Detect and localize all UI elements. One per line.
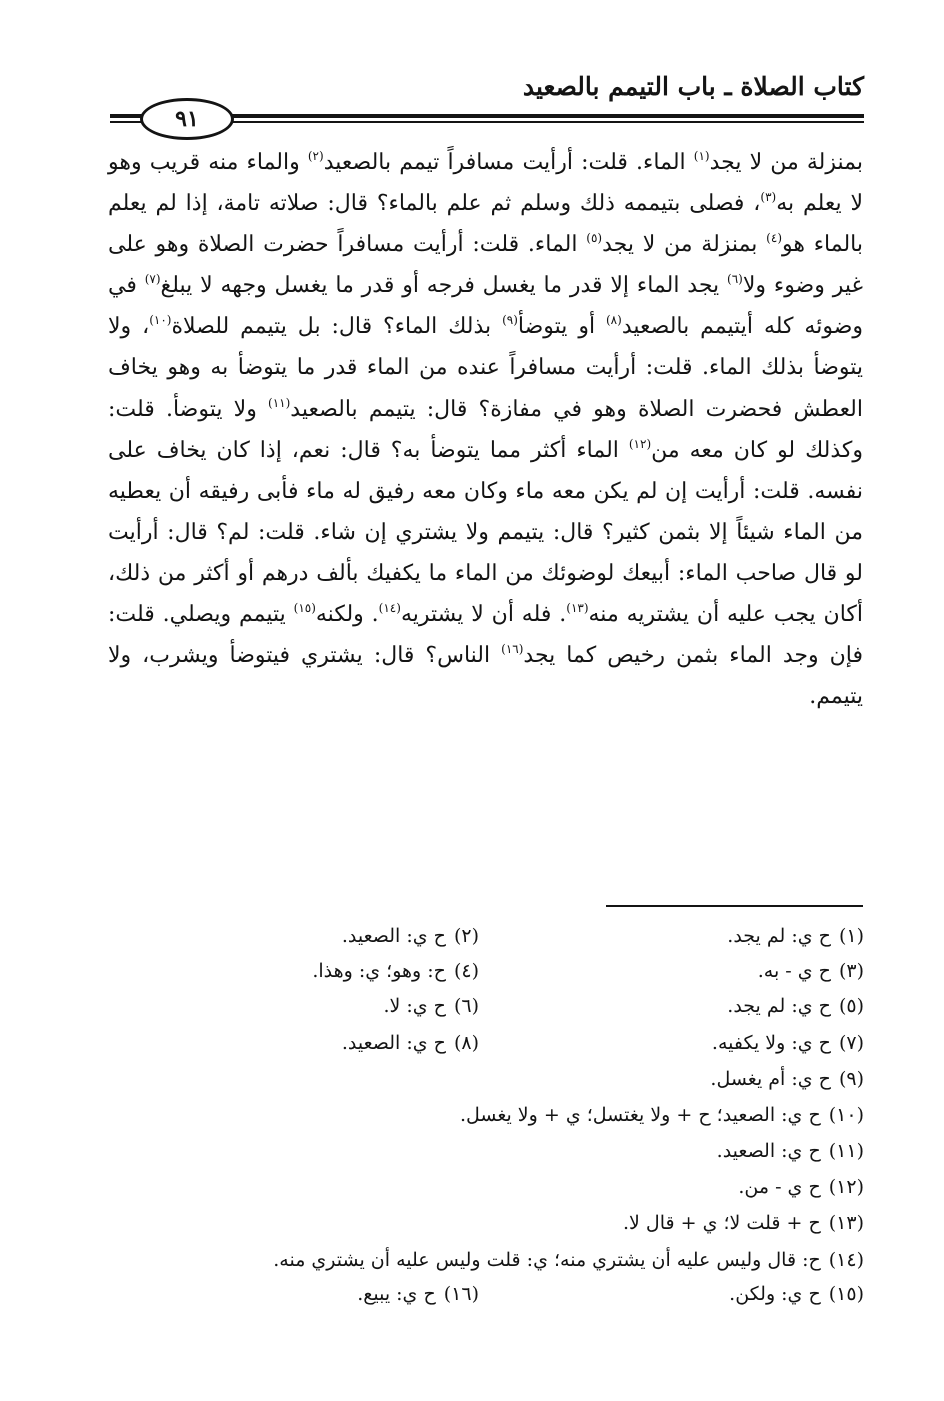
- text-segment: يجد الماء إلا قدر ما يغسل فرجه أو قدر ما يغسل وجهه لا يبلغ: [160, 273, 728, 299]
- footnote-15: (١٥)ح ي: ولكن.: [729, 1283, 864, 1305]
- footnote-marker: (٥): [586, 231, 603, 246]
- footnote-marker: (٧): [144, 272, 161, 287]
- footnote-14: (١٤)ح: قال وليس عليه أن يشتري منه؛ ي: قلت وليس عليه أن يشتري منه.: [273, 1249, 864, 1271]
- footnote-marker: (٤): [766, 231, 782, 246]
- footnote-3: (٣)ح ي - به.: [757, 960, 864, 982]
- text-segment: . فله أن لا يشتريه: [400, 602, 567, 628]
- text-segment: بذلك الماء؟ قال: بل يتيمم للصلاة: [171, 314, 503, 340]
- footnote-marker: (١): [693, 149, 710, 163]
- text-segment: ، فصلى بتيممه ذلك وسلم ثم علم بالماء؟ قال: صلاته تامة، إذا لم يعلم بالماء هو: [108, 191, 864, 258]
- footnote-marker: (٩): [502, 313, 518, 328]
- footnote-1: (١)ح ي: لم يجد.: [727, 925, 864, 947]
- footnote-marker: (١٢): [628, 436, 652, 451]
- footnote-8: (٨)ح ي: الصعيد.: [341, 1032, 479, 1054]
- text-segment: الماء. قلت: أرأيت مسافراً حضرت الصلاة وهو على غير وضوء ولا: [108, 232, 863, 299]
- main-text: [108, 142, 863, 717]
- footnote-12: (١٢)ح ي - من.: [738, 1176, 864, 1198]
- text-segment: في وضوئه كله أيتيمم بالصعيد: [108, 273, 864, 340]
- text-segment: بمنزلة من لا يجد: [709, 150, 863, 175]
- text-segment: بمنزلة من لا يجد: [602, 232, 767, 258]
- footnote-marker: (١٥): [293, 601, 316, 616]
- footnote-marker: (١٤): [378, 601, 401, 616]
- running-head-title: كتاب الصلاة ـ باب التيمم بالصعيد: [522, 72, 864, 101]
- text-segment: أو يتوضأ: [517, 314, 606, 340]
- footnote-4: (٤)ح: وهو؛ ي: وهذا.: [312, 960, 479, 982]
- footnote-marker: (٦): [727, 272, 743, 287]
- text-segment: ولا يتوضأ. قلت: وكذلك لو كان معه من: [108, 396, 863, 463]
- text-segment: الماء. قلت: أرأيت مسافراً تيمم بالصعيد: [323, 150, 694, 175]
- footnote-11: (١١)ح ي: الصعيد.: [716, 1140, 864, 1162]
- footnote-marker: (١٣): [566, 601, 589, 616]
- footnote-marker: (١٠): [149, 313, 172, 328]
- text-segment: الناس؟ قال: يشتري فيتوضأ ويشرب، ولا يتيمم.: [108, 643, 863, 710]
- footnote-16: (١٦)ح ي: يبيع.: [357, 1283, 479, 1305]
- footnote-marker: (١١): [268, 395, 291, 410]
- footnote-9: (٩)ح ي: أم يغسل.: [710, 1068, 864, 1090]
- text-segment: ، ولا يتوضأ بذلك الماء. قلت: أرأيت مسافراً عنده من الماء قدر ما يتوضأ به وهو يخاف العطش فحضرت الصلاة وهو في مفازة؟ قال: يتيمم بالصعيد: [108, 314, 863, 422]
- footnote-marker: (٣): [760, 190, 777, 205]
- text-segment: والماء منه قريب وهو لا يعلم به: [108, 150, 863, 217]
- footnote-5: (٥)ح ي: لم يجد.: [727, 995, 864, 1017]
- footnote-13: (١٣)ح + قلت لا؛ ي + قال لا.: [623, 1212, 864, 1234]
- footnote-10: (١٠)ح ي: الصعيد؛ ح + ولا يغتسل؛ ي + ولا يغسل.: [459, 1104, 864, 1126]
- text-segment: الماء أكثر مما يتوضأ به؟ قال: نعم، إذا كان يخاف على نفسه. قلت: أرأيت إن لم يكن معه ماء وكان معه رفيق له ماء فأبى رفيقه أن يعطيه من الماء شيئاً إلا بثمن كثير؟ قال: يتيمم ولا يشتري إن شاء. قلت: لم؟ قال: أرأيت لو قال صاحب الماء: أبيعك لوضوئك من الماء ما يكفيك بألف درهم أو أكثر من ذلك، أكان يجب عليه أن يشتريه منه: [108, 437, 863, 628]
- text-segment: . ولكنه: [315, 602, 379, 628]
- footnote-marker: (١٦): [501, 642, 524, 657]
- footnote-marker: (٨): [605, 313, 622, 328]
- page-number: ٩١: [140, 98, 234, 140]
- footnote-6: (٦)ح ي: لا.: [383, 995, 479, 1017]
- text-segment: يتيمم ويصلي. قلت: فإن وجد الماء بثمن رخيص كما يجد: [108, 602, 863, 669]
- footnote-7: (٧)ح ي: ولا يكفيه.: [711, 1032, 864, 1054]
- footnote-2: (٢)ح ي: الصعيد.: [341, 925, 479, 947]
- footnote-marker: (٢): [307, 149, 324, 163]
- footnote-separator: [606, 905, 863, 907]
